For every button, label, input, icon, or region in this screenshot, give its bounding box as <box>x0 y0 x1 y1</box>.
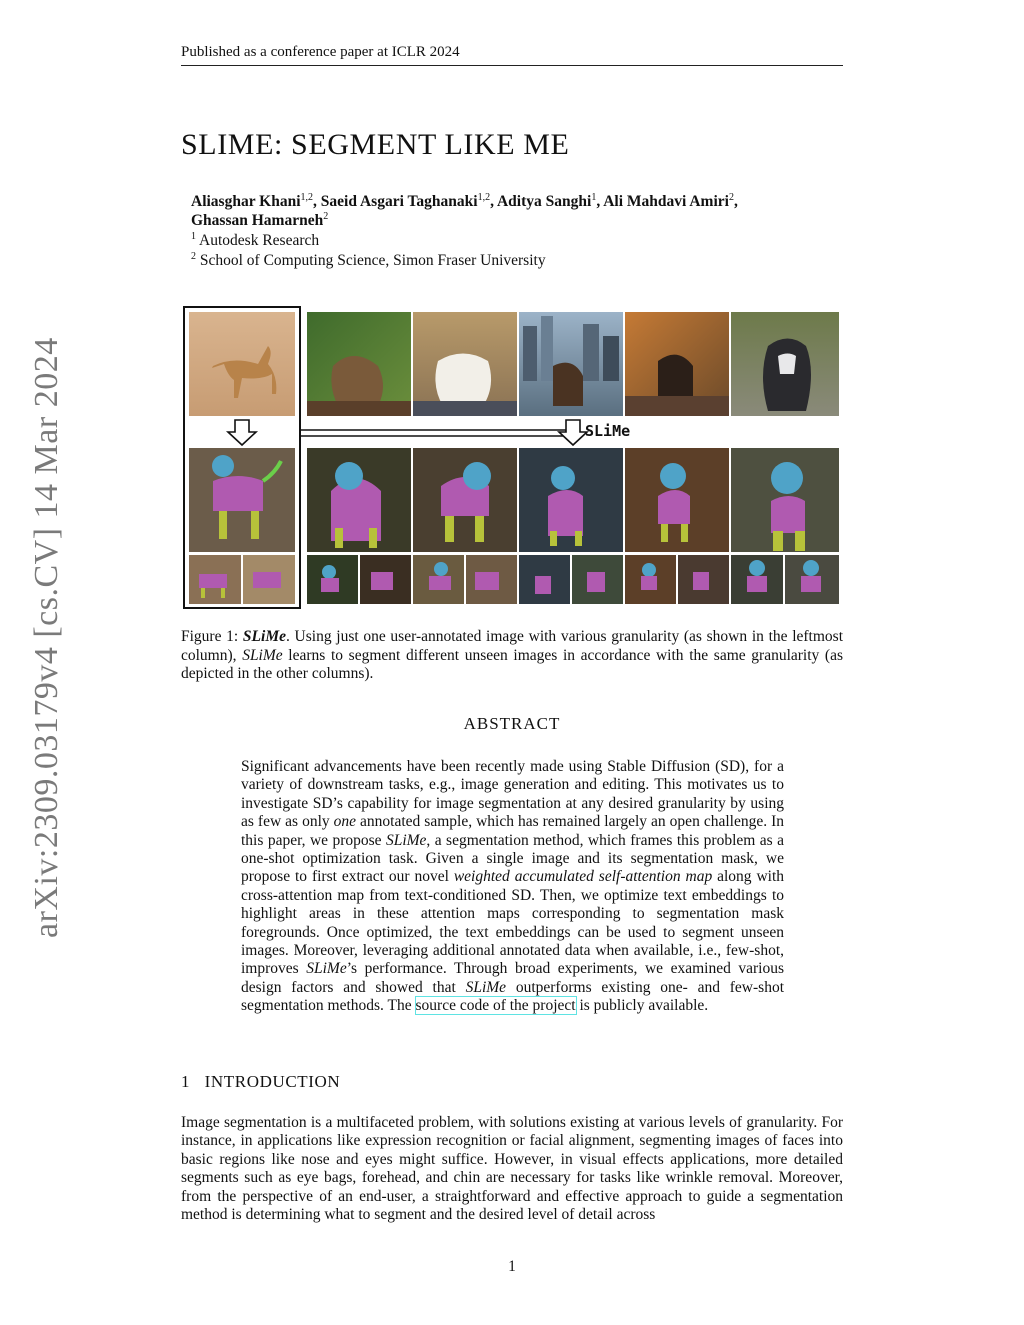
caption-method: SLiMe <box>242 646 283 664</box>
abstract-method: SLiMe <box>306 960 347 978</box>
affiliation-name: School of Computing Science, Simon Fraser University <box>199 252 546 269</box>
author-comma: , <box>733 193 738 210</box>
author-sup: 1 <box>591 191 597 203</box>
author-list <box>191 192 841 230</box>
abstract-emph: one <box>333 813 357 831</box>
abstract-text: annotated sample, which has remained largely an open challenge. In this paper, we propose <box>241 813 784 849</box>
arxiv-stamp: arXiv:2309.03179v4 [cs.CV] 14 Mar 2024 <box>28 337 65 938</box>
caption-method: SLiMe <box>242 628 286 645</box>
segmentation-row <box>189 448 839 552</box>
section-title: INTRODUCTION <box>204 1072 341 1091</box>
author-sup: 2 <box>323 210 329 222</box>
abstract-heading: ABSTRACT <box>463 714 561 733</box>
author: Aliasghar Khani <box>191 193 301 210</box>
caption-text: learns to segment different unseen images in accordance with the same granularity (as depicted in the other columns). <box>181 646 844 683</box>
author-sup: 1,2 <box>300 191 314 203</box>
author-sup: 2 <box>728 191 734 203</box>
author: , Ali Mahdavi Amiri <box>596 193 729 210</box>
thumbnail-row <box>189 555 839 604</box>
slime-label: SLiMe <box>585 422 631 440</box>
abstract-method: SLiMe <box>465 978 507 996</box>
author: , Saeid Asgari Taghanaki <box>313 193 478 210</box>
abstract-text: ’s performance. Through broad experiments, we examined various design factors and showed that <box>241 960 784 996</box>
abstract-body <box>241 758 784 1016</box>
abstract-emph: weighted accumulated self-attention map <box>453 868 713 886</box>
author: Ghassan Hamarneh <box>191 212 324 229</box>
figure-1 <box>183 306 843 611</box>
section-number: 1 <box>181 1072 191 1091</box>
paper-title: SLIME: SEGMENT LIKE ME <box>181 128 570 161</box>
abstract-text: is publicly available. <box>575 997 709 1015</box>
affiliation-name: Autodesk Research <box>199 232 320 249</box>
affiliation-2 <box>191 252 546 270</box>
down-arrow-right <box>559 420 587 445</box>
affiliation-1 <box>191 232 319 250</box>
affiliation-num: 1 <box>191 230 196 242</box>
source-image-row <box>189 312 839 416</box>
caption-text: . Using just one user-annotated image with various granularity (as shown in the leftmost column), <box>181 628 843 664</box>
figure-caption <box>181 628 843 684</box>
running-header: Published as a conference paper at ICLR 2024 <box>181 44 843 66</box>
flow-arrows <box>228 420 587 445</box>
abstract-text: Significant advancements have been recently made using Stable Diffusion (SD), for a variety of downstream tasks, e.g., image generation and editing. This motivates us to investigate SD’s capability for image segmentation at any desired granularity by using as few as only <box>241 758 784 831</box>
abstract-text: outperforms existing one- and few-shot segmentation methods. The <box>241 978 784 1015</box>
abstract-method: SLiMe <box>385 831 427 849</box>
author: , Aditya Sanghi <box>490 193 592 210</box>
page-number: 1 <box>508 1258 516 1275</box>
affiliation-num: 2 <box>191 250 196 262</box>
author-sup: 1,2 <box>477 191 491 203</box>
source-code-link[interactable]: source code of the project <box>415 997 576 1015</box>
abstract-text: along with cross-attention map from text-conditioned SD. Then, we optimize text embeddings to highlight areas in these attention maps corresponding to segmentation mask foregrounds. Once optimized, the text embeddings can be used to segment unseen images. Moreover, leveraging additional annotated data when available, i.e., few-shot, improves <box>241 868 785 978</box>
abstract-text: , a segmentation method, which frames this problem as a one-shot optimization task. Given a single image and its segmentation mask, we propose to first extract our novel <box>241 831 784 886</box>
section-heading <box>181 1072 340 1092</box>
figure-graphic <box>183 306 843 611</box>
caption-label: Figure 1: <box>181 628 243 645</box>
intro-paragraph: Image segmentation is a multifaceted problem, with solutions existing at various levels of granularity. For instance, in applications like expression recognition or facial alignment, segmenting images of faces into basic regions like nose and eyes might suffice. However, in visual effects applications, more detailed segments such as eye bags, forehead, and chin are necessary for tasks like wrinkle removal. Moreover, from the perspective of an end-user, a straightforward and effective approach to guide a segmentation method is determining what to segment and the desired level of detail across <box>181 1114 843 1224</box>
down-arrow-left <box>228 420 256 445</box>
